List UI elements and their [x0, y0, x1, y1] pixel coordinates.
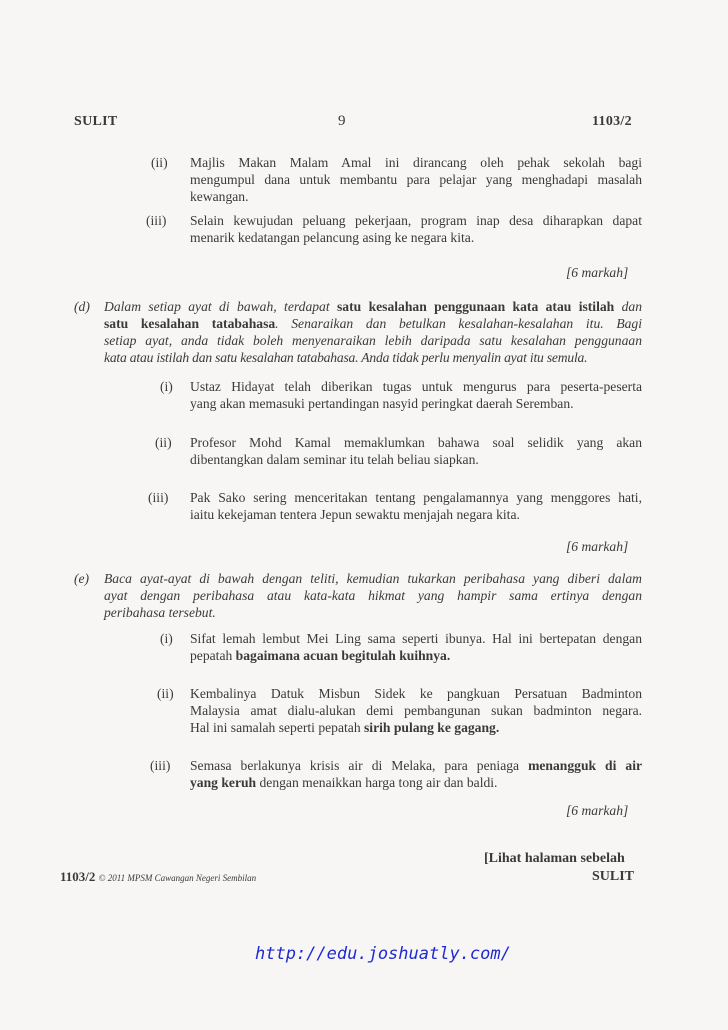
- header-sulit: SULIT: [74, 114, 118, 129]
- item-number: (ii): [157, 686, 174, 701]
- proverb: yang keruh: [190, 775, 257, 790]
- marks-text: [6 markah]: [566, 265, 629, 280]
- text-line: [190, 757, 642, 774]
- section-instructions: [104, 298, 642, 366]
- text-span: Hal ini samalah seperti pepatah: [190, 720, 365, 735]
- text-span: Semasa berlakunya krisis air di Melaka, para peniaga: [190, 758, 529, 773]
- footer-code: [60, 869, 256, 885]
- text-line: kewangan.: [190, 189, 249, 204]
- footer-paper-code: 1103/2: [60, 869, 96, 884]
- marks-text: [6 markah]: [566, 803, 629, 818]
- item-number: (ii): [151, 155, 168, 170]
- text-span: dan: [614, 299, 642, 314]
- marks-label: [566, 802, 628, 819]
- text-line: Pak Sako sering menceritakan tentang pengalamannya yang menggores hati,: [190, 490, 642, 505]
- proverb: menangguk di air: [528, 758, 643, 773]
- text-span: dengan menaikkan harga tong air dan baldi.: [256, 775, 498, 790]
- item-number: (i): [160, 379, 173, 394]
- text-line: Majlis Makan Malam Amal ini dirancang oleh pehak sekolah bagi: [190, 155, 642, 170]
- question-text: [190, 212, 642, 246]
- footer-sulit: SULIT: [592, 869, 635, 884]
- text-line: [190, 719, 642, 736]
- text-line: [190, 774, 642, 791]
- text-line: menarik kedatangan pelancung asing ke negara kita.: [190, 230, 475, 245]
- text-line: Baca ayat-ayat di bawah dengan teliti, kemudian tukarkan peribahasa yang diberi dalam: [104, 571, 642, 586]
- text-line: Sifat lemah lembut Mei Ling sama seperti ibunya. Hal ini bertepatan dengan: [190, 631, 642, 646]
- item-number: (iii): [148, 490, 169, 505]
- text-line: [104, 298, 642, 315]
- proverb: sirih pulang ke gagang.: [364, 720, 500, 735]
- text-line: Ustaz Hidayat telah diberikan tugas untuk mengurus para peserta-peserta: [190, 379, 642, 394]
- marks-label: [566, 538, 628, 555]
- text-line: [104, 315, 642, 332]
- section-label: (d): [74, 299, 90, 314]
- text-line: Profesor Mohd Kamal memaklumkan bahawa soal selidik yang akan: [190, 435, 642, 450]
- question-text: [190, 630, 642, 664]
- text-line: peribahasa tersebut.: [104, 605, 216, 620]
- text-span: . Senaraikan dan betulkan kesalahan-kesalahan itu. Bagi: [275, 316, 642, 331]
- text-span: Dalam setiap ayat di bawah, terdapat: [104, 299, 338, 314]
- text-line: [190, 647, 642, 664]
- question-text: [190, 685, 642, 736]
- question-text: [190, 154, 642, 205]
- question-text: [190, 434, 642, 468]
- item-number: (ii): [155, 435, 172, 450]
- text-line: Selain kewujudan peluang pekerjaan, program inap desa diharapkan dapat: [190, 213, 642, 228]
- bold-phrase: satu kesalahan tatabahasa: [104, 316, 276, 331]
- watermark-url: http://edu.joshuatly.com/: [255, 944, 511, 964]
- text-line: dibentangkan dalam seminar itu telah beliau siapkan.: [190, 452, 479, 467]
- page-number: 9: [338, 113, 346, 129]
- question-text: [190, 378, 642, 412]
- question-text: [190, 757, 642, 791]
- text-line: ayat dengan peribahasa atau kata-kata hikmat yang hampir sama ertinya dengan: [104, 588, 642, 603]
- marks-label: [566, 264, 628, 281]
- paper-code: 1103/2: [592, 114, 632, 129]
- text-line: kata atau istilah dan satu kesalahan tatabahasa. Anda tidak perlu menyalin ayat itu semula.: [104, 350, 588, 365]
- text-line: mengumpul dana untuk membantu para pelajar yang menghadapi masalah: [190, 172, 642, 187]
- text-line: setiap ayat, anda tidak boleh menyenaraikan lebih daripada satu kesalahan penggunaan: [104, 333, 642, 348]
- marks-text: [6 markah]: [566, 539, 629, 554]
- proverb: bagaimana acuan begitulah kuihnya.: [235, 648, 451, 663]
- section-instructions: [104, 570, 642, 621]
- text-line: yang akan memasuki pertandingan nasyid peringkat daerah Seremban.: [190, 396, 574, 411]
- text-line: iaitu kekejaman tentera Jepun sewaktu menjajah negara kita.: [190, 507, 520, 522]
- copyright-notice: © 2011 MPSM Cawangan Negeri Sembilan: [98, 873, 257, 883]
- text-line: Kembalinya Datuk Misbun Sidek ke pangkuan Persatuan Badminton: [190, 686, 642, 701]
- text-span: pepatah: [190, 648, 236, 663]
- section-label: (e): [74, 571, 90, 586]
- question-text: [190, 489, 642, 523]
- item-number: (iii): [150, 758, 171, 773]
- see-next-page: [Lihat halaman sebelah: [484, 851, 625, 866]
- item-number: (iii): [146, 213, 167, 228]
- item-number: (i): [160, 631, 173, 646]
- text-line: Malaysia amat dialu-alukan demi pembangunan sukan badminton negara.: [190, 703, 642, 718]
- bold-phrase: satu kesalahan penggunaan kata atau istilah: [337, 299, 615, 314]
